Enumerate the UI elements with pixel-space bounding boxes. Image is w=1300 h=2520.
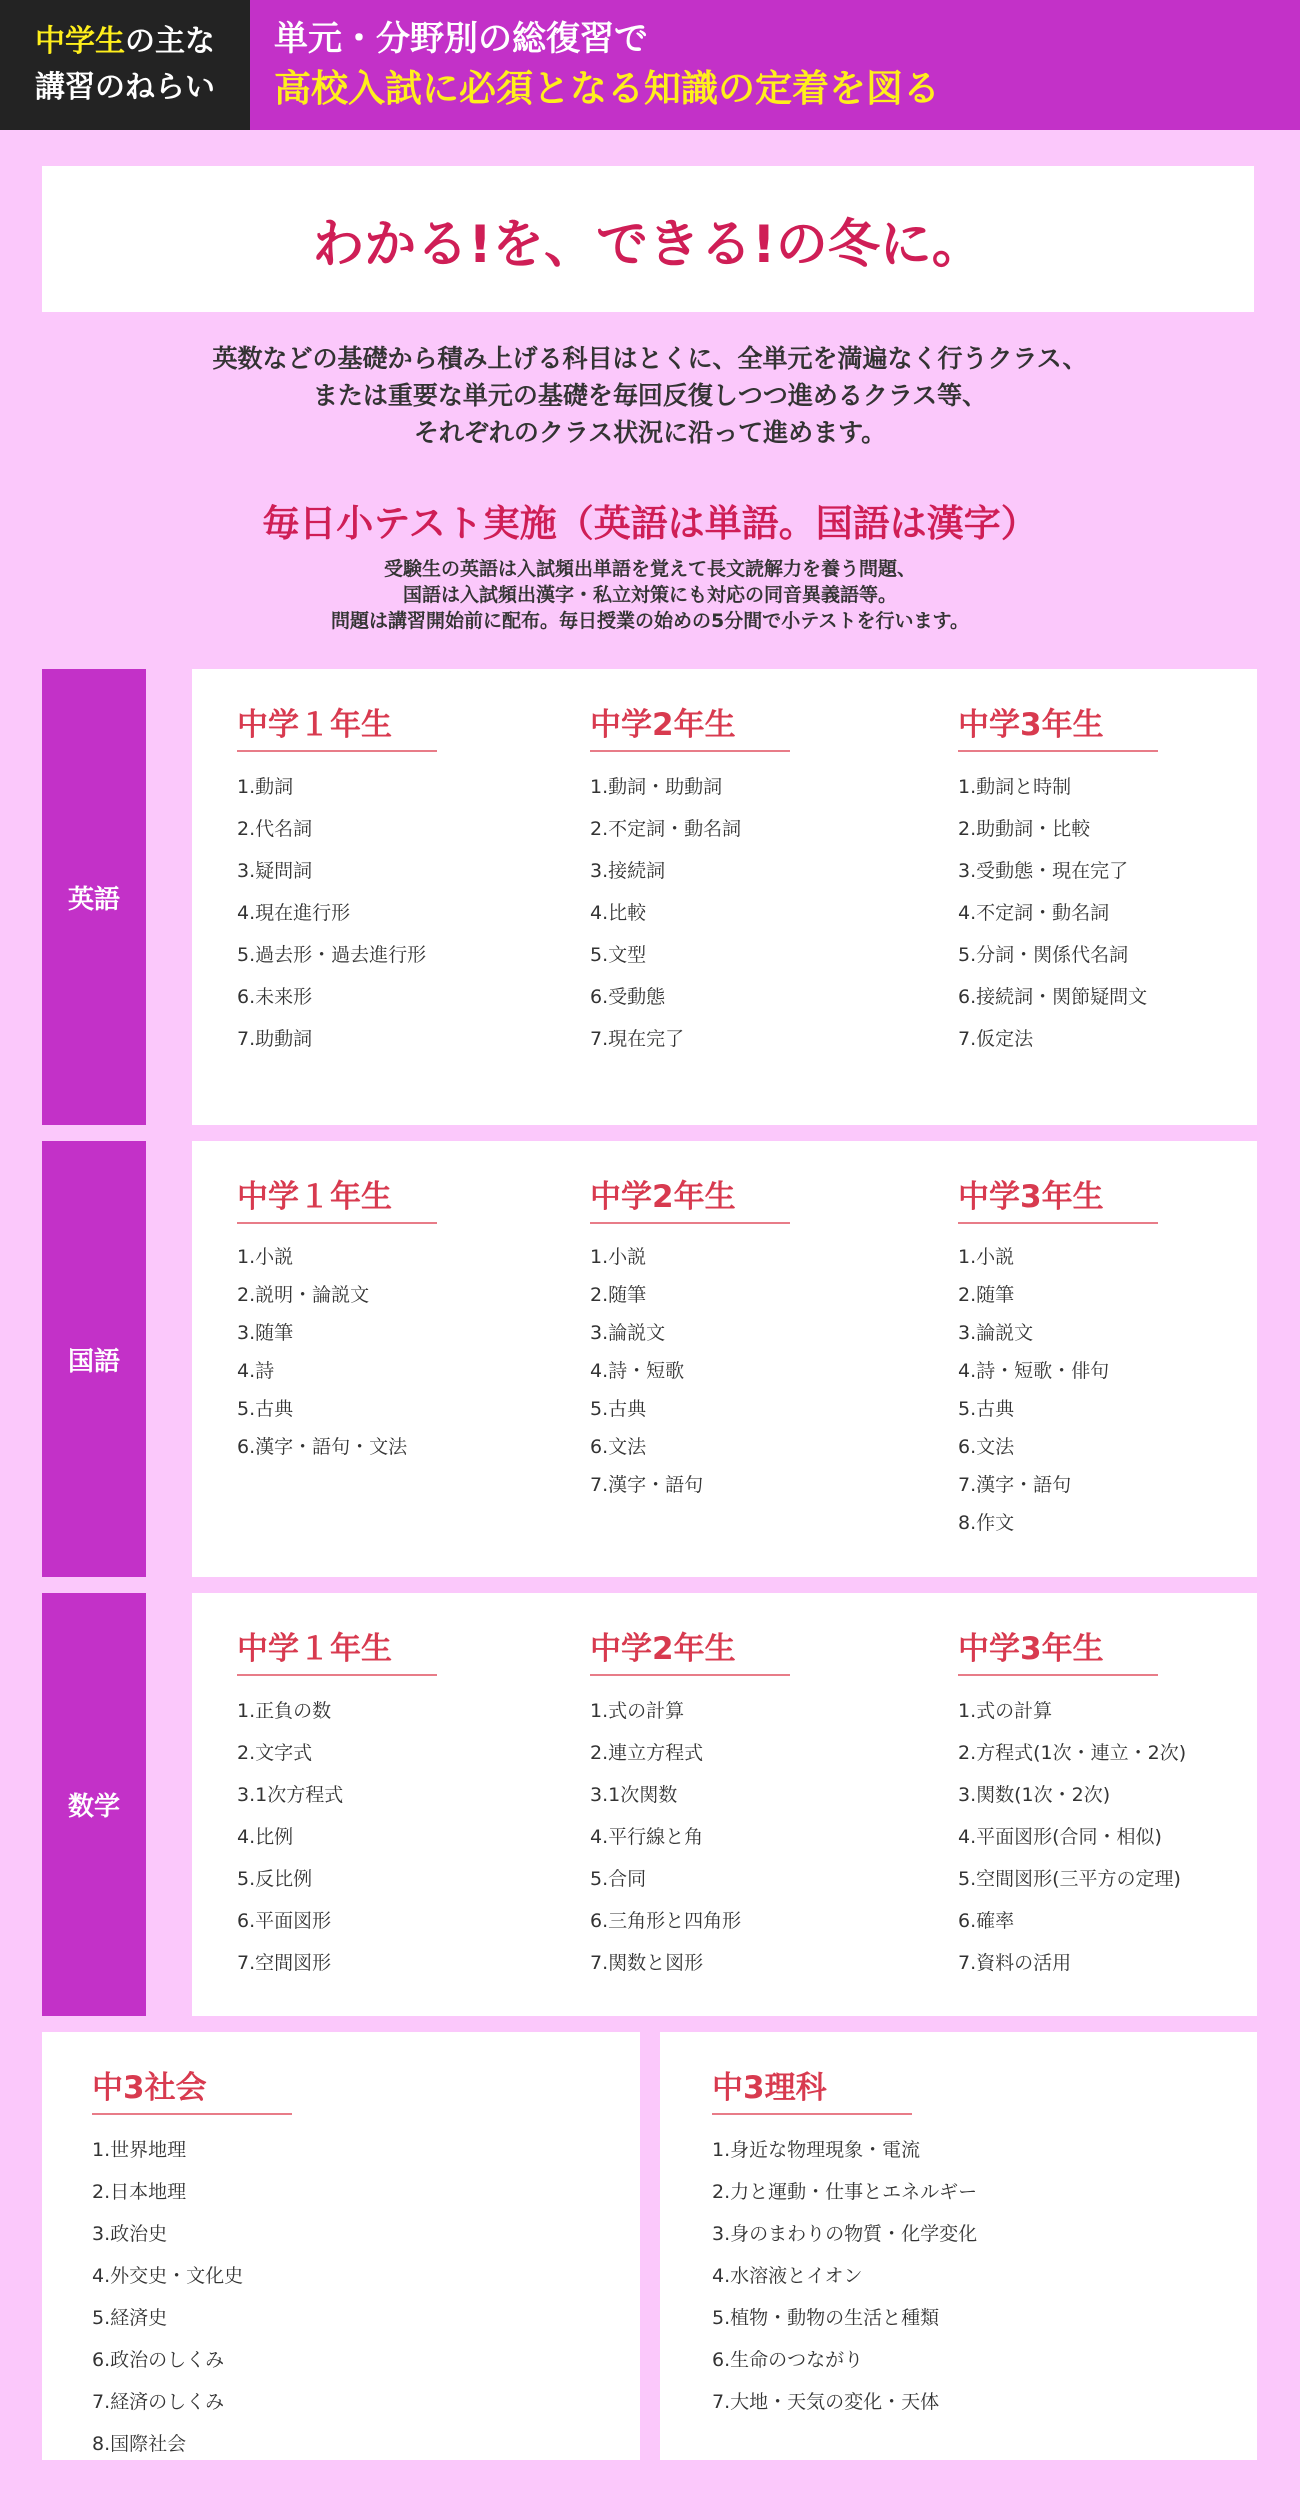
topic-item: 2.文字式 bbox=[237, 1742, 313, 1764]
grade-column-1 bbox=[237, 1623, 437, 1984]
grade-column-2 bbox=[590, 699, 790, 1060]
topic-item: 4.比例 bbox=[237, 1826, 294, 1848]
topic-item: 1.小説 bbox=[590, 1246, 647, 1268]
topic-item: 1.動詞・助動詞 bbox=[590, 776, 723, 798]
topic-item: 1.動詞と時制 bbox=[958, 776, 1072, 798]
topic-item: 1.小説 bbox=[958, 1246, 1015, 1268]
topic-item: 2.随筆 bbox=[590, 1284, 647, 1306]
topic-item: 5.分詞・関係代名詞 bbox=[958, 944, 1129, 966]
topic-item: 6.接続詞・関節疑問文 bbox=[958, 986, 1148, 1008]
topic-item: 2.説明・論説文 bbox=[237, 1284, 370, 1306]
topic-item: 1.小説 bbox=[237, 1246, 294, 1268]
topic-item: 2.連立方程式 bbox=[590, 1742, 704, 1764]
catchphrase-box bbox=[42, 166, 1254, 312]
daily-test-desc-line: 国語は入試頻出漢字・私立対策にも対応の同音異義語等。 bbox=[402, 584, 897, 606]
topic-item: 3.1次関数 bbox=[590, 1784, 678, 1806]
topic-list bbox=[958, 766, 1158, 1060]
header-headline-line2: 高校入試に必須となる知識の定着を図る bbox=[274, 67, 940, 110]
topic-item: 4.詩 bbox=[237, 1360, 275, 1382]
social-studies-box bbox=[42, 2032, 640, 2460]
grade-column-1 bbox=[237, 1171, 437, 1466]
grade-column-3 bbox=[958, 699, 1158, 1060]
topic-item: 7.漢字・語句 bbox=[590, 1474, 704, 1496]
topic-item: 6.生命のつながり bbox=[712, 2349, 864, 2371]
subject-panel-japanese bbox=[192, 1141, 1257, 1577]
grade-title: 中学2年生 bbox=[590, 1623, 790, 1676]
subject-label-english: 英語 bbox=[42, 669, 146, 1125]
topic-item: 2.日本地理 bbox=[92, 2181, 187, 2203]
topic-item: 5.古典 bbox=[590, 1398, 647, 1420]
topic-item: 1.式の計算 bbox=[958, 1700, 1053, 1722]
grade-title: 中学１年生 bbox=[237, 1623, 437, 1676]
grade-column-2 bbox=[590, 1171, 790, 1504]
header-badge-rest: の主な bbox=[125, 24, 215, 59]
grade-column-3 bbox=[958, 1623, 1186, 1984]
topic-item: 3.随筆 bbox=[237, 1322, 294, 1344]
subject-panel-math bbox=[192, 1593, 1257, 2016]
topic-list bbox=[958, 1690, 1186, 1984]
header-headline-line1: 単元・分野別の総復習で bbox=[274, 19, 648, 59]
topic-item: 2.随筆 bbox=[958, 1284, 1015, 1306]
topic-item: 3.接続詞 bbox=[590, 860, 666, 882]
topic-item: 1.正負の数 bbox=[237, 1700, 332, 1722]
page-header bbox=[0, 0, 1300, 130]
subject-row-japanese bbox=[42, 1141, 1257, 1577]
topic-list bbox=[92, 2129, 292, 2465]
grade-title: 中学2年生 bbox=[590, 1171, 790, 1224]
topic-item: 4.不定詞・動名詞 bbox=[958, 902, 1110, 924]
topic-item: 7.経済のしくみ bbox=[92, 2391, 225, 2413]
topic-item: 6.政治のしくみ bbox=[92, 2349, 225, 2371]
catchphrase: わかる!を、できる!の冬に。 bbox=[312, 214, 984, 275]
grade-title: 中学１年生 bbox=[237, 1171, 437, 1224]
header-badge bbox=[0, 0, 250, 130]
topic-item: 1.式の計算 bbox=[590, 1700, 685, 1722]
topic-item: 2.代名詞 bbox=[237, 818, 313, 840]
topic-item: 7.助動詞 bbox=[237, 1028, 313, 1050]
social-studies-content bbox=[92, 2062, 292, 2465]
daily-test-title: 毎日小テスト実施（英語は単語。国語は漢字） bbox=[262, 502, 1038, 545]
topic-item: 5.反比例 bbox=[237, 1868, 313, 1890]
topic-item: 4.詩・短歌・俳句 bbox=[958, 1360, 1110, 1382]
topic-item: 1.身近な物理現象・電流 bbox=[712, 2139, 921, 2161]
topic-item: 5.植物・動物の生活と種類 bbox=[712, 2307, 940, 2329]
daily-test-desc-line: 受験生の英語は入試頻出単語を覚えて長文読解力を養う問題、 bbox=[383, 558, 916, 580]
topic-item: 7.漢字・語句 bbox=[958, 1474, 1072, 1496]
topic-item: 4.平面図形(合同・相似) bbox=[958, 1826, 1162, 1848]
topic-list bbox=[712, 2129, 977, 2423]
topic-item: 7.空間図形 bbox=[237, 1952, 332, 1974]
topic-list bbox=[958, 1238, 1158, 1542]
topic-item: 3.論説文 bbox=[590, 1322, 666, 1344]
daily-test-desc-line: 問題は講習開始前に配布。毎日授業の始めの5分間で小テストを行います。 bbox=[331, 610, 969, 632]
topic-item: 1.世界地理 bbox=[92, 2139, 187, 2161]
grade-title: 中学１年生 bbox=[237, 699, 437, 752]
subject-panel-english bbox=[192, 669, 1257, 1125]
grade-column-3 bbox=[958, 1171, 1158, 1542]
header-badge-highlight: 中学生 bbox=[35, 24, 125, 59]
topic-item: 6.未来形 bbox=[237, 986, 313, 1008]
science-title: 中3理科 bbox=[712, 2062, 912, 2115]
subject-label-math: 数学 bbox=[42, 1593, 146, 2016]
topic-item: 5.文型 bbox=[590, 944, 647, 966]
topic-item: 3.受動態・現在完了 bbox=[958, 860, 1129, 882]
topic-item: 3.疑問詞 bbox=[237, 860, 313, 882]
topic-item: 3.政治史 bbox=[92, 2223, 168, 2245]
topic-item: 3.論説文 bbox=[958, 1322, 1034, 1344]
topic-list bbox=[237, 1690, 437, 1984]
subject-row-english bbox=[42, 669, 1257, 1125]
header-badge-line1 bbox=[35, 19, 215, 65]
header-headline bbox=[250, 0, 1300, 130]
topic-item: 1.動詞 bbox=[237, 776, 294, 798]
topic-item: 6.三角形と四角形 bbox=[590, 1910, 742, 1932]
topic-item: 6.漢字・語句・文法 bbox=[237, 1436, 408, 1458]
topic-item: 6.文法 bbox=[958, 1436, 1015, 1458]
intro-line: 英数などの基礎から積み上げる科目はとくに、全単元を満遍なく行うクラス、 bbox=[212, 344, 1088, 373]
topic-item: 3.関数(1次・2次) bbox=[958, 1784, 1111, 1806]
grade-column-1 bbox=[237, 699, 437, 1060]
topic-item: 7.仮定法 bbox=[958, 1028, 1034, 1050]
topic-item: 6.受動態 bbox=[590, 986, 666, 1008]
header-badge-line2: 講習のねらい bbox=[35, 70, 215, 105]
topic-item: 2.方程式(1次・連立・2次) bbox=[958, 1742, 1187, 1764]
grade-title: 中学3年生 bbox=[958, 1171, 1158, 1224]
topic-item: 6.平面図形 bbox=[237, 1910, 332, 1932]
social-studies-title: 中3社会 bbox=[92, 2062, 292, 2115]
subject-row-math bbox=[42, 1593, 1257, 2016]
topic-item: 4.平行線と角 bbox=[590, 1826, 704, 1848]
science-content bbox=[712, 2062, 977, 2423]
topic-item: 5.過去形・過去進行形 bbox=[237, 944, 427, 966]
topic-item: 2.助動詞・比較 bbox=[958, 818, 1091, 840]
topic-item: 5.古典 bbox=[958, 1398, 1015, 1420]
topic-item: 7.資料の活用 bbox=[958, 1952, 1072, 1974]
grade-column-2 bbox=[590, 1623, 790, 1984]
topic-item: 2.力と運動・仕事とエネルギー bbox=[712, 2181, 978, 2203]
intro-line: それぞれのクラス状況に沿って進めます。 bbox=[413, 418, 887, 447]
topic-item: 7.関数と図形 bbox=[590, 1952, 704, 1974]
grade-title: 中学3年生 bbox=[958, 699, 1158, 752]
topic-item: 4.詩・短歌 bbox=[590, 1360, 685, 1382]
topic-item: 4.外交史・文化史 bbox=[92, 2265, 244, 2287]
subject-label-japanese: 国語 bbox=[42, 1141, 146, 1577]
topic-item: 5.経済史 bbox=[92, 2307, 168, 2329]
topic-item: 3.身のまわりの物質・化学変化 bbox=[712, 2223, 978, 2245]
intro-text bbox=[0, 340, 1300, 451]
topic-item: 2.不定詞・動名詞 bbox=[590, 818, 742, 840]
science-box bbox=[660, 2032, 1257, 2460]
topic-list bbox=[590, 766, 790, 1060]
grade-title: 中学2年生 bbox=[590, 699, 790, 752]
topic-item: 8.国際社会 bbox=[92, 2433, 187, 2455]
daily-test-description bbox=[0, 556, 1300, 634]
topic-item: 4.水溶液とイオン bbox=[712, 2265, 863, 2287]
topic-item: 8.作文 bbox=[958, 1512, 1015, 1534]
topic-list bbox=[237, 1238, 437, 1466]
topic-item: 4.現在進行形 bbox=[237, 902, 351, 924]
topic-item: 5.合同 bbox=[590, 1868, 647, 1890]
topic-item: 6.確率 bbox=[958, 1910, 1015, 1932]
topic-list bbox=[590, 1690, 790, 1984]
topic-item: 6.文法 bbox=[590, 1436, 647, 1458]
grade-title: 中学3年生 bbox=[958, 1623, 1158, 1676]
topic-item: 5.空間図形(三平方の定理) bbox=[958, 1868, 1181, 1890]
topic-list bbox=[237, 766, 437, 1060]
topic-item: 3.1次方程式 bbox=[237, 1784, 344, 1806]
topic-item: 5.古典 bbox=[237, 1398, 294, 1420]
topic-list bbox=[590, 1238, 790, 1504]
topic-item: 7.現在完了 bbox=[590, 1028, 685, 1050]
topic-item: 7.大地・天気の変化・天体 bbox=[712, 2391, 940, 2413]
topic-item: 4.比較 bbox=[590, 902, 647, 924]
intro-line: または重要な単元の基礎を毎回反復しつつ進めるクラス等、 bbox=[312, 381, 988, 410]
